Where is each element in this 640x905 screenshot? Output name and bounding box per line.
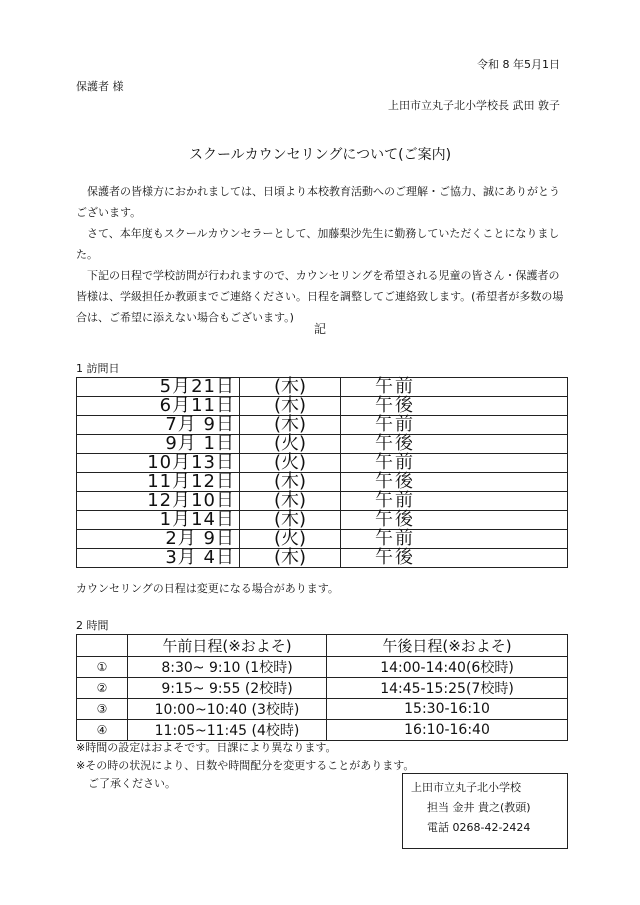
note-2: ※その時の状況により、日数や時間配分を変更することがあります。 — [76, 759, 415, 772]
visit-weekday: (火) — [240, 530, 341, 549]
time-table-header — [77, 635, 568, 657]
recipient-line: 保護者 様 — [76, 80, 124, 93]
am-header: 午前日程(※およそ) — [128, 635, 327, 657]
visit-weekday: (木) — [240, 473, 341, 492]
pm-header: 午後日程(※およそ) — [327, 635, 568, 657]
visit-table — [76, 377, 568, 568]
visit-date: 2月 9日 — [77, 530, 240, 549]
pm-time: 15:30-16:10 — [327, 699, 568, 720]
time-table — [76, 634, 568, 741]
contact-person: 担当 金井 貴之(教頭) — [427, 801, 531, 814]
visit-weekday: (木) — [240, 378, 341, 397]
pm-time: 16:10-16:40 — [327, 720, 568, 741]
visit-ampm: 午前 — [341, 492, 568, 511]
note-3: ご了承ください。 — [88, 777, 176, 790]
note-1: ※時間の設定はおよそです。日課により異なります。 — [76, 741, 337, 754]
document-title: スクールカウンセリングについて(ご案内) — [188, 147, 452, 163]
visit-ampm: 午後 — [341, 473, 568, 492]
visit-row — [77, 397, 568, 416]
visit-ampm: 午後 — [341, 549, 568, 568]
body-paragraph-2: さて、本年度もスクールカウンセラーとして、加藤梨沙先生に勤務していただくことになりました。 — [76, 227, 560, 261]
visit-ampm: 午前 — [341, 378, 568, 397]
contact-school: 上田市立丸子北小学校 — [411, 781, 521, 794]
visit-ampm: 午後 — [341, 397, 568, 416]
visit-row — [77, 492, 568, 511]
visit-weekday: (火) — [240, 454, 341, 473]
time-heading: 2 時間 — [76, 619, 109, 632]
ki-mark: 記 — [313, 322, 326, 336]
sender-line: 上田市立丸子北小学校長 武田 敦子 — [388, 99, 560, 112]
contact-box — [402, 773, 568, 849]
visit-heading: 1 訪問日 — [76, 362, 120, 375]
time-num-header — [77, 635, 128, 657]
document-date: 令和 8 年5月1日 — [477, 58, 560, 71]
visit-ampm: 午前 — [341, 416, 568, 435]
visit-date: 1月14日 — [77, 511, 240, 530]
time-row — [77, 657, 568, 678]
am-time: 10:00~10:40 (3校時) — [128, 699, 327, 720]
am-time: 11:05~11:45 (4校時) — [128, 720, 327, 741]
visit-row — [77, 454, 568, 473]
visit-date: 3月 4日 — [77, 549, 240, 568]
visit-date: 7月 9日 — [77, 416, 240, 435]
pm-time: 14:45-15:25(7校時) — [327, 678, 568, 699]
body-paragraph-3: 下記の日程で学校訪問が行われますので、カウンセリングを希望される児童の皆さん・保護者の皆様は、学級担任か教頭までご連絡ください。日程を調整してご連絡致します。(希望者が多数の場合は、ご希望に添えない場合もございます。) — [76, 269, 564, 324]
visit-date: 6月11日 — [77, 397, 240, 416]
visit-date: 10月13日 — [77, 454, 240, 473]
visit-ampm: 午後 — [341, 511, 568, 530]
am-time: 8:30~ 9:10 (1校時) — [128, 657, 327, 678]
body-paragraph-1: 保護者の皆様方におかれましては、日頃より本校教育活動へのご理解・ご協力、誠にありがとうございます。 — [76, 185, 560, 219]
visit-date: 5月21日 — [77, 378, 240, 397]
visit-ampm: 午前 — [341, 530, 568, 549]
contact-phone: 電話 0268-42-2424 — [427, 821, 531, 834]
time-num: ④ — [77, 720, 128, 741]
visit-weekday: (木) — [240, 511, 341, 530]
visit-note: カウンセリングの日程は変更になる場合があります。 — [76, 582, 339, 595]
visit-date: 11月12日 — [77, 473, 240, 492]
visit-weekday: (木) — [240, 549, 341, 568]
visit-row — [77, 378, 568, 397]
time-num: ② — [77, 678, 128, 699]
pm-time: 14:00-14:40(6校時) — [327, 657, 568, 678]
time-row — [77, 699, 568, 720]
visit-weekday: (木) — [240, 416, 341, 435]
visit-ampm: 午前 — [341, 454, 568, 473]
visit-row — [77, 549, 568, 568]
visit-row — [77, 530, 568, 549]
time-num: ③ — [77, 699, 128, 720]
body-text — [76, 181, 568, 328]
visit-ampm: 午後 — [341, 435, 568, 454]
visit-weekday: (木) — [240, 397, 341, 416]
am-time: 9:15~ 9:55 (2校時) — [128, 678, 327, 699]
visit-weekday: (木) — [240, 492, 341, 511]
visit-date: 9月 1日 — [77, 435, 240, 454]
visit-row — [77, 511, 568, 530]
time-row — [77, 678, 568, 699]
time-row — [77, 720, 568, 741]
visit-weekday: (火) — [240, 435, 341, 454]
visit-row — [77, 473, 568, 492]
time-num: ① — [77, 657, 128, 678]
visit-row — [77, 416, 568, 435]
visit-row — [77, 435, 568, 454]
visit-date: 12月10日 — [77, 492, 240, 511]
